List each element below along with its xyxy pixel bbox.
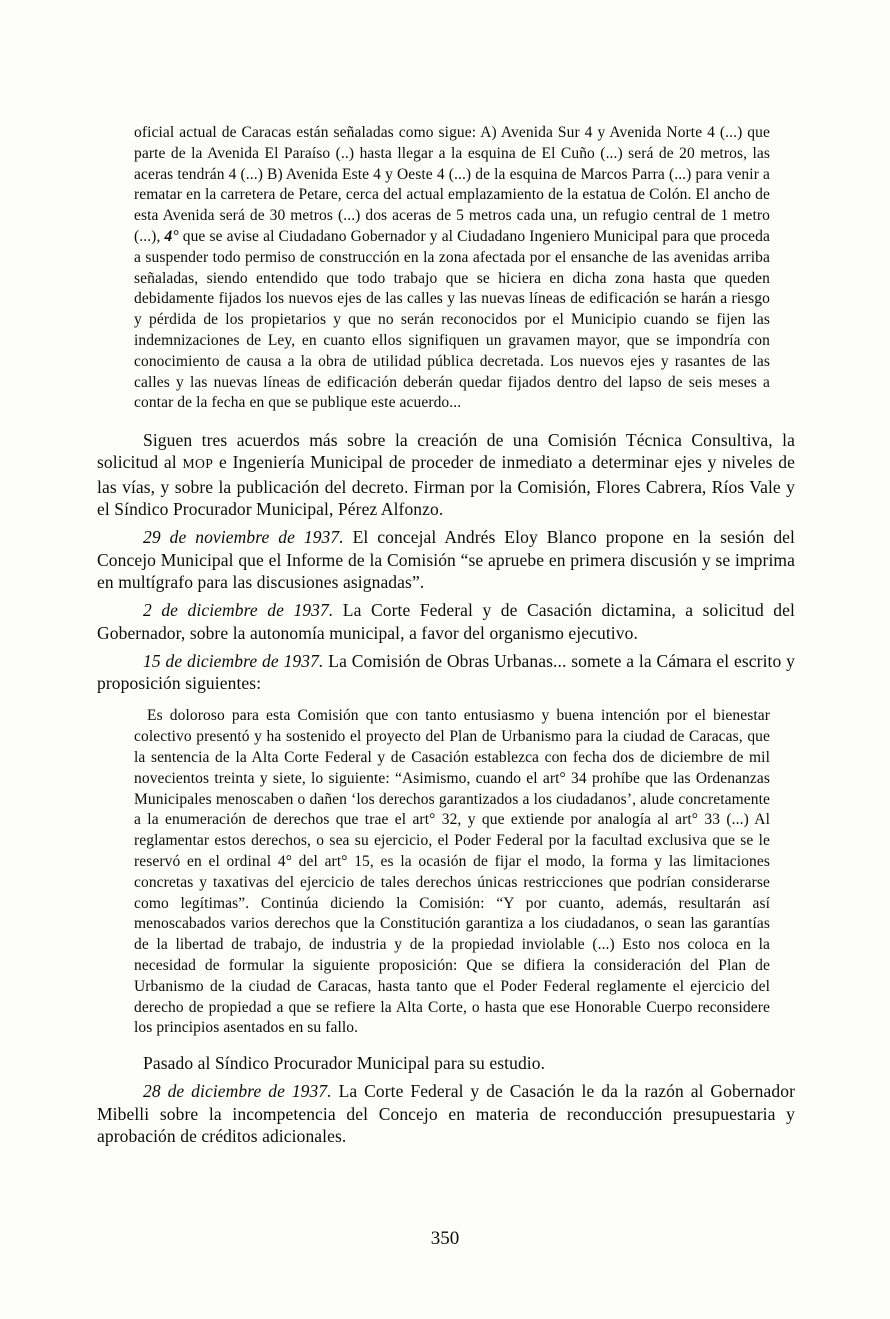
paragraph-acuerdos: Siguen tres acuerdos más sobre la creación de una Comisión Técnica Consultiva, la solicitud al MOP e Ingeniería Municipal de proceder de inmediato a determinar ejes y niveles de las vías, y sobre la publicación del decreto. Firman por la Comisión, Flores Cabrera, Ríos Vale y el Síndico Procurador Municipal, Pérez Alfonzo. xyxy=(97,430,795,520)
paragraph-pasado: Pasado al Síndico Procurador Municipal para su estudio. xyxy=(143,1053,546,1074)
text-block xyxy=(97,123,795,1153)
paragraph-29-noviembre-1937: 29 de noviembre de 1937. El concejal Andrés Eloy Blanco propone en la sesión del Concejo Municipal que el Informe de la Comisión “se apruebe en primera discusión y se imprima en multígrafo para las discusiones asignadas”. xyxy=(97,527,796,592)
page-number: 350 xyxy=(430,1228,460,1249)
excerpt-accord-text: oficial actual de Caracas están señaladas como sigue: A) Avenida Sur 4 y Avenida Norte 4 (...) que parte de la Avenida El Paraíso (..) hasta llegar a la esquina de El Cuño (...) será de 20 metros, las aceras tendrán 4 (...) B) Avenida Este 4 y Oeste 4 (...) de la esquina de Marcos Parra (...) para venir a rematar en la carretera de Petare, cerca del actual emplazamiento de la estatua de Colón. El ancho de esta Avenida será de 30 metros (...) dos aceras de 5 metros cada una, un refugio central de 1 metro (...), 4° que se avise al Ciudadano Gobernador y al Ciudadano Ingeniero Municipal para que proceda a suspender todo permiso de construcción en la zona afectada por el ensanche de las avenidas arriba señaladas, siendo entendido que todo trabajo que se hiciera en dicha zona hasta que queden debidamente fijados los nuevos ejes de las calles y las nuevas líneas de edificación se harán a riesgo y pérdida de los propietarios y que no serán reconocidos por el Municipio cuando se fijen las indemnizaciones de Ley, en cuanto ellos signifiquen un gravamen mayor, que se impondría con conocimiento de causa a la obra de utilidad pública decretada. Los nuevos ejes y rasantes de las calles y las nuevas líneas de edificación deberán quedar fijados dentro del lapso de seis meses a contar de la fecha en que se publique este acuerdo... xyxy=(134,124,770,412)
excerpt-comision-text: Es doloroso para esta Comisión que con tanto entusiasmo y buena intención por el bienestar colectivo presentó y ha sostenido el proyecto del Plan de Urbanismo para la ciudad de Caracas, que la sentencia de la Alta Corte Federal y de Casación establezca con fecha dos de diciembre de mil novecientos treinta y siete, lo siguiente: “Asimismo, cuando el art° 34 prohíbe que las Ordenanzas Municipales menoscaben o dañen ‘los derechos garantizados a los ciudadanos’, alude concretamente a la enumeración de derechos que trae el art° 32, y que extiende por analogía al art° 33 (...) Al reglamentar estos derechos, o sea su ejercicio, el Poder Federal por la facultad exclusiva que se le reservó en el ordinal 4° del art° 15, es la ocasión de fijar el modo, la forma y las limitaciones concretas y taxativas del ejercicio de tales derechos únicas restricciones que podrían considerarse como legítimas”. Continúa diciendo la Comisión: “Y por cuanto, además, resultarán así menoscabados varios derechos que la Constitución garantiza a los ciudadanos, o sean las garantías de la libertad de trabajo, de industria y de la propiedad inviolable (...) Esto nos coloca en la necesidad de formular la siguiente proposición: Que se difiera la consideración del Plan de Urbanismo de la ciudad de Caracas, hasta tanto que el Poder Federal reglamente el ejercicio del derecho de propiedad a que se refiere la Alta Corte, o hasta que ese Honorable Cuerpo reconsidere los principios asentados en su fallo. xyxy=(134,707,770,1037)
paragraph-2-diciembre-1937: 2 de diciembre de 1937. La Corte Federal y de Casación dictamina, a solicitud del Gobernador, sobre la autonomía municipal, a favor del organismo ejecutivo. xyxy=(97,600,795,643)
paragraph-28-diciembre-1937: 28 de diciembre de 1937. La Corte Federal y de Casación le da la razón al Gobernador Mibelli sobre la incompetencia del Concejo en materia de reconducción presupuestaria y aprobación de créditos adicionales. xyxy=(97,1081,795,1147)
paragraph-15-diciembre-1937: 15 de diciembre de 1937. La Comisión de Obras Urbanas... somete a la Cámara el escrito y proposición siguientes: xyxy=(97,650,796,694)
